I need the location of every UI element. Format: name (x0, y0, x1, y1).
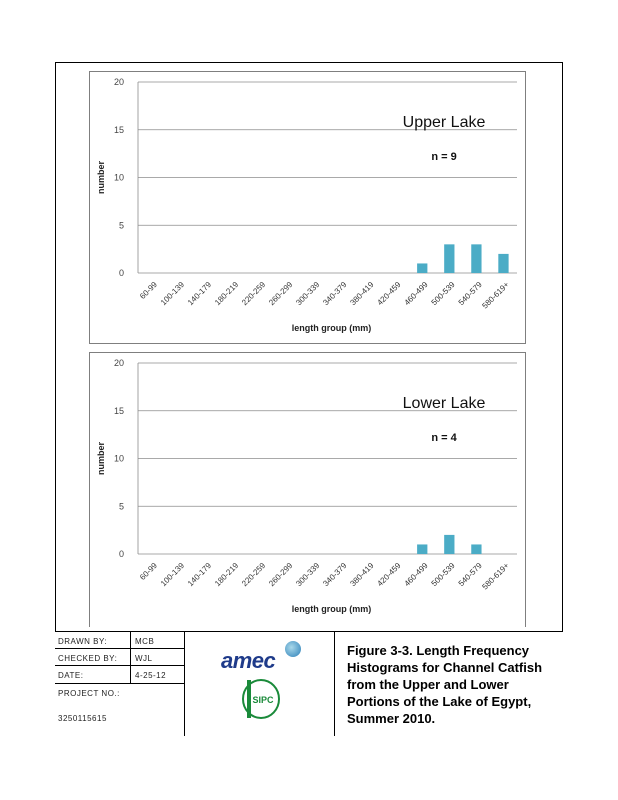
title-block-info (55, 632, 185, 736)
lower-y-axis-label: number (96, 441, 106, 476)
date-value: 4-25-12 (135, 671, 167, 680)
upper-xtick-label: 180-219 (213, 280, 241, 308)
lower-ytick-label: 20 (113, 358, 124, 368)
upper-ytick-label: 15 (113, 124, 124, 135)
globe-icon (285, 641, 301, 657)
upper-xtick-label: 580-619+ (480, 280, 511, 311)
lower-title: Lower Lake (402, 395, 486, 412)
lower-bar-500-539 (444, 535, 454, 554)
upper-y-axis-label: number (96, 160, 106, 195)
upper-x-axis-label: length group (mm) (291, 323, 372, 333)
drawn-by-row (55, 632, 185, 649)
upper-xtick-label: 60-99 (138, 280, 159, 301)
checked-by-value: WJL (135, 654, 153, 663)
upper-ytick-label: 10 (113, 172, 124, 183)
svg-text:SIPC: SIPC (252, 695, 274, 705)
upper-xtick-label: 540-579 (456, 280, 484, 308)
lower-xtick-label: 300-339 (294, 561, 322, 589)
lower-lake-chart (89, 352, 526, 627)
upper-xtick-label: 140-179 (185, 280, 214, 308)
upper-xtick-label: 340-379 (321, 280, 349, 308)
lower-xtick-label: 580-619+ (480, 561, 511, 592)
lower-bar-540-579 (471, 544, 481, 554)
lower-xtick-label: 140-179 (185, 561, 214, 589)
lower-xtick-label: 260-299 (267, 561, 295, 589)
drawn-by-value: MCB (135, 637, 155, 646)
upper-bar-540-579 (471, 244, 481, 273)
lower-xtick-label: 220-259 (240, 561, 268, 589)
upper-ytick-label: 20 (113, 77, 124, 87)
upper-xtick-label: 300-339 (294, 280, 322, 308)
upper-xtick-label: 460-499 (402, 280, 430, 308)
lower-ytick-label: 10 (113, 453, 124, 464)
upper-xtick-label: 420-459 (375, 280, 403, 308)
project-no-label: PROJECT NO.: (58, 689, 120, 698)
lower-ytick-label: 15 (113, 405, 124, 416)
upper-ytick-label: 5 (118, 220, 124, 231)
checked-by-label: CHECKED BY: (58, 654, 118, 663)
upper-bar-500-539 (444, 244, 454, 273)
upper-xtick-label: 220-259 (240, 280, 268, 308)
upper-lake-chart-svg (90, 72, 525, 343)
lower-xtick-label: 180-219 (213, 561, 241, 589)
lower-xtick-label: 100-139 (158, 561, 187, 589)
project-no-row (55, 684, 185, 736)
lower-n-label: n = 4 (431, 432, 457, 444)
checked-by-row (55, 649, 185, 666)
lower-xtick-label: 420-459 (375, 561, 403, 589)
date-row (55, 666, 185, 684)
drawn-by-label: DRAWN BY: (58, 637, 108, 646)
lower-ytick-label: 5 (118, 501, 124, 512)
upper-bar-580-619+ (498, 254, 508, 273)
lower-ytick-label: 0 (118, 549, 124, 559)
lower-xtick-label: 340-379 (321, 561, 349, 589)
figure-caption-cell (335, 632, 563, 736)
lower-xtick-label: 500-539 (429, 561, 457, 589)
date-label: DATE: (58, 671, 84, 680)
lower-xtick-label: 60-99 (138, 561, 159, 582)
project-no-value: 3250115615 (58, 714, 107, 723)
lower-x-axis-label: length group (mm) (291, 604, 372, 614)
upper-title: Upper Lake (402, 114, 486, 131)
sipc-logo (237, 676, 283, 722)
upper-ytick-label: 0 (118, 268, 124, 278)
upper-xtick-label: 260-299 (267, 280, 295, 308)
upper-bar-460-499 (417, 263, 427, 273)
lower-xtick-label: 540-579 (456, 561, 484, 589)
amec-logo: amec (221, 648, 276, 673)
upper-lake-chart (89, 71, 526, 344)
upper-xtick-label: 500-539 (429, 280, 457, 308)
title-block (55, 631, 563, 736)
lower-xtick-label: 460-499 (402, 561, 430, 589)
logos (185, 632, 335, 736)
lower-bar-460-499 (417, 544, 427, 554)
lower-xtick-label: 380-419 (348, 561, 376, 589)
upper-n-label: n = 9 (431, 151, 457, 163)
lower-lake-chart-svg (90, 353, 525, 628)
upper-xtick-label: 380-419 (348, 280, 376, 308)
figure-caption: Figure 3-3. Length Frequency Histograms for Channel Catfish from the Upper and Lower Portions of the Lake of Egypt, Summer 2010. (347, 643, 543, 726)
upper-xtick-label: 100-139 (158, 280, 187, 308)
